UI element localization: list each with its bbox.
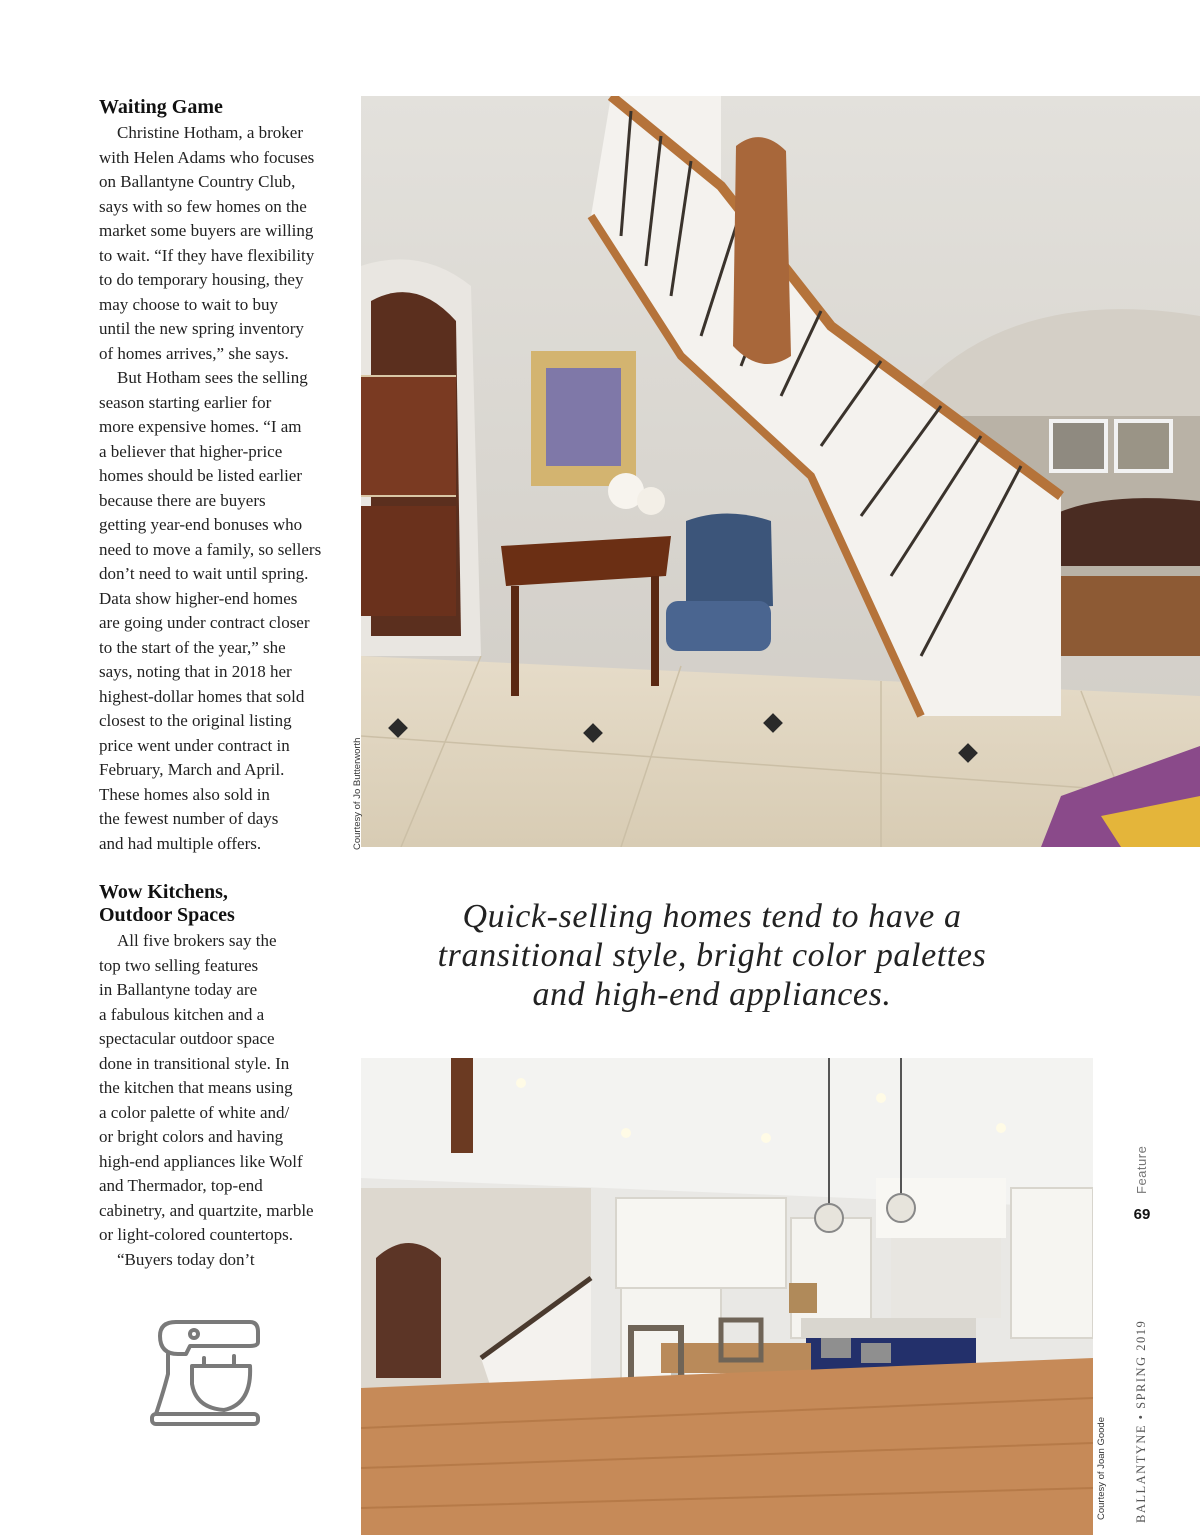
section-title-line1: Wow Kitchens, [99, 881, 228, 903]
photo-credit: Courtesy of Joan Goode [1096, 1417, 1107, 1520]
publication-footer: BALLANTYNE • SPRING 2019 [1134, 1319, 1148, 1523]
text-line: don’t need to wait until spring. [99, 564, 309, 583]
text-line: season starting earlier for [99, 392, 272, 412]
pull-quote [412, 897, 1012, 1014]
text-line: and had multiple offers. [99, 833, 262, 853]
text-line: homes should be listed earlier [99, 466, 303, 485]
text-line: a fabulous kitchen and a [99, 1004, 265, 1024]
page-number: 69 [1133, 1206, 1151, 1223]
text-line: a believer that higher-price [99, 441, 283, 461]
section-title-line2: Outdoor Spaces [99, 904, 235, 926]
text-line: with Helen Adams who focuses [99, 147, 315, 167]
text-line: spectacular outdoor space [99, 1029, 275, 1048]
text-line: to wait. “If they have flexibility [99, 245, 315, 265]
stand-mixer-icon [146, 1314, 266, 1430]
text-line: market some buyers are willing [99, 221, 314, 240]
text-line: because there are buyers [99, 490, 266, 510]
text-line: or bright colors and having [99, 1127, 284, 1146]
photo-credit: Courtesy of Jo Butterworth [352, 737, 363, 850]
text-line: or light-colored countertops. [99, 1225, 294, 1244]
text-line: price went under contract in [99, 735, 290, 755]
text-line: But Hotham sees the selling [117, 368, 308, 387]
kitchen-photo [361, 1058, 1093, 1535]
text-line: are going under contract closer [99, 613, 310, 632]
pull-quote-line: Quick-selling homes tend to have a [462, 898, 962, 935]
text-line: getting year-end bonuses who [99, 515, 303, 534]
text-line: done in transitional style. In [99, 1053, 290, 1073]
text-line: “Buyers today don’t [117, 1249, 255, 1269]
section-waiting-game [99, 96, 339, 856]
text-line: to do temporary housing, they [99, 270, 304, 289]
text-line: Data show higher-end homes [99, 588, 298, 608]
text-line: a color palette of white and/ [99, 1102, 290, 1122]
text-line: the kitchen that means using [99, 1078, 293, 1097]
section-title: Waiting Game [99, 96, 223, 118]
text-line: All five brokers say the [117, 931, 277, 950]
text-line: closest to the original listing [99, 711, 292, 730]
staircase-foyer-photo [361, 96, 1200, 847]
text-line: need to move a family, so sellers [99, 539, 322, 559]
text-line: says, noting that in 2018 her [99, 662, 292, 681]
text-line: on Ballantyne Country Club, [99, 172, 296, 191]
section-wow-kitchens [99, 881, 339, 1272]
text-line: cabinetry, and quartzite, marble [99, 1200, 314, 1220]
text-line: top two selling features [99, 955, 259, 975]
text-line: and Thermador, top-end [99, 1176, 263, 1195]
text-line: of homes arrives,” she says. [99, 343, 289, 363]
text-line: February, March and April. [99, 760, 285, 779]
text-line: Christine Hotham, a broker [117, 123, 304, 142]
text-line: highest-dollar homes that sold [99, 686, 305, 706]
section-label: Feature [1134, 1145, 1149, 1194]
pull-quote-line: and high-end appliances. [532, 976, 892, 1013]
text-line: high-end appliances like Wolf [99, 1151, 303, 1171]
pull-quote-line: transitional style, bright color palettes [437, 937, 987, 974]
text-line: until the new spring inventory [99, 319, 304, 338]
text-line: to the start of the year,” she [99, 637, 286, 657]
text-line: may choose to wait to buy [99, 294, 278, 314]
text-line: more expensive homes. “I am [99, 417, 302, 436]
text-line: These homes also sold in [99, 784, 270, 804]
text-line: the fewest number of days [99, 809, 279, 828]
text-line: says with so few homes on the [99, 196, 307, 216]
text-line: in Ballantyne today are [99, 980, 258, 999]
